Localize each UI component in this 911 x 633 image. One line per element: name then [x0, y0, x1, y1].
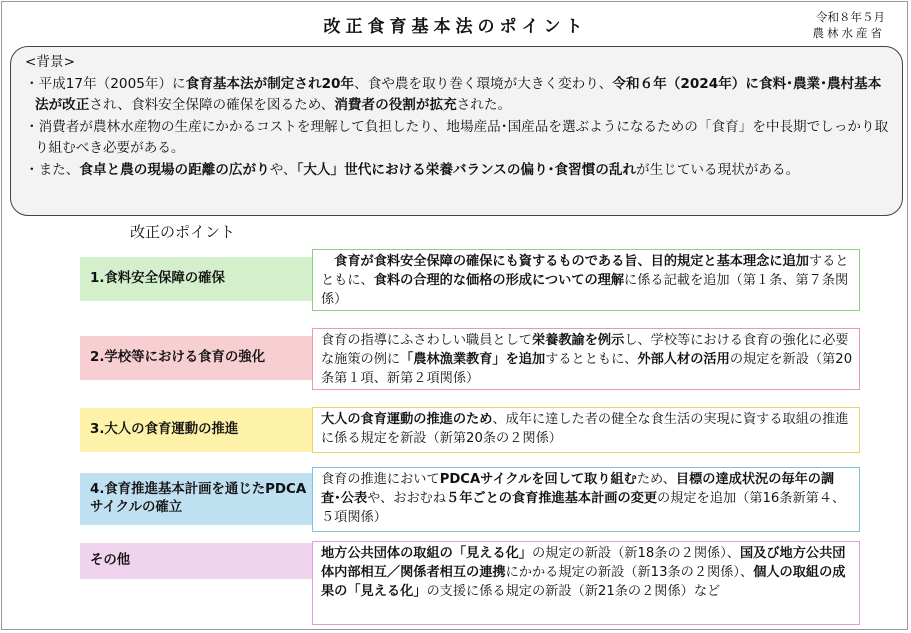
point-description: 食育の推進においてPDCAサイクルを回して取り組むため、目標の達成状況の毎年の調査･公表や、おおむね５年ごとの食育推進基本計画の変更の規定を追加（第16条新第４、５項関係） — [312, 467, 860, 532]
background-heading: <背景> — [25, 54, 75, 70]
point-label: 4.食育推進基本計画を通じたPDCAサイクルの確立 — [80, 473, 312, 525]
background-bullet: ・消費者が農林水産物の生産にかかるコストを理解して負担したり、地場産品･国産品を選ぶようになるための「食育」を中長期でしっかり取り組むべき必要がある。 — [25, 118, 889, 156]
issuing-agency: 農林水産省 — [812, 26, 885, 40]
document-meta — [813, 9, 886, 41]
point-label: 2.学校等における食育の強化 — [80, 336, 312, 380]
point-description: 食育が食料安全保障の確保にも資するものである旨、目的規定と基本理念に追加するとともに、食料の合理的な価格の形成についての理解に係る記載を追加（第１条、第７条関係） — [312, 249, 860, 311]
point-description: 大人の食育運動の推進のため、成年に達した者の健全な食生活の実現に資する取組の推進に係る規定を新設（新第20条の２関係） — [312, 407, 860, 453]
point-row-adult-education — [80, 407, 860, 453]
point-row-other — [80, 541, 860, 625]
point-row-school-education — [80, 328, 860, 390]
background-bullet: ・また、食卓と農の現場の距離の広がりや、「大人」世代における栄養バランスの偏り･食習慣の乱れが生じている現状がある。 — [25, 161, 800, 178]
point-description: 食育の指導にふさわしい職員として栄養教諭を例示し、学校等における食育の強化に必要な施策の例に「農林漁業教育」を追加するとともに、外部人材の活用の規定を新設（第20条第１項、新第２項関係） — [312, 328, 860, 390]
points-heading: 改正のポイント — [130, 223, 236, 241]
point-label: 1.食料安全保障の確保 — [80, 257, 312, 301]
point-label: その他 — [80, 543, 312, 579]
background-section — [10, 46, 903, 216]
point-label: 3.大人の食育運動の推進 — [80, 408, 312, 452]
point-description: 地方公共団体の取組の「見える化」の規定の新設（新18条の２関係）、国及び地方公共団体内部相互／関係者相互の連携にかかる規定の新設（新13条の２関係）、個人の取組の成果の「見える化」の支援に係る規定の新設（新21条の２関係）など — [312, 541, 860, 625]
background-bullet: ・平成17年（2005年）に食育基本法が制定され20年、食や農を取り巻く環境が大きく変わり、令和６年（2024年）に食料･農業･農村基本法が改正され、食料安全保障の確保を図るため、消費者の役割が拡充された。 — [25, 75, 882, 113]
point-row-pdca-cycle — [80, 467, 860, 532]
page-title: 改正食育基本法のポイント — [323, 17, 588, 37]
issue-date: 令和８年５月 — [816, 10, 885, 24]
point-row-food-security — [80, 249, 860, 311]
